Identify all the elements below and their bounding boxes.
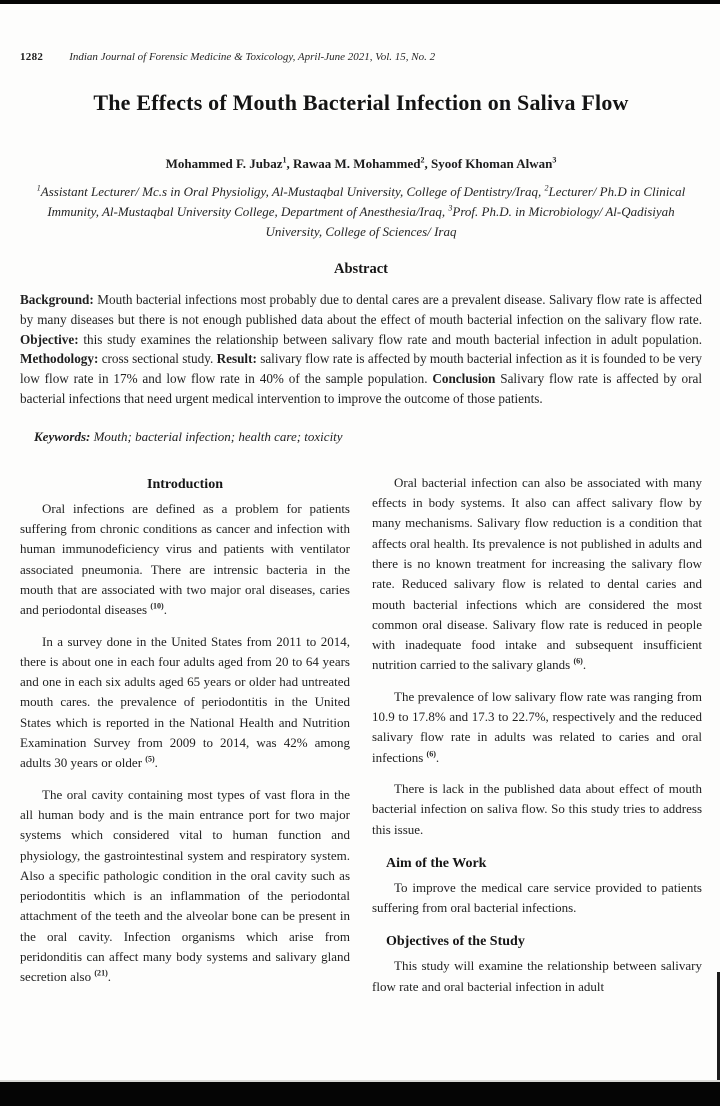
authors-line: Mohammed F. Jubaz$^1$, Rawaa M. Mohammed$^2$, Syoof Khoman Alwan$^3$ [165, 155, 557, 171]
keywords-line: Keywords: Mouth; bacterial infection; health care; toxicity [34, 428, 343, 444]
right-column [372, 473, 702, 1008]
affiliations: $^1$Assistant Lecturer/ Mc.s in Oral Physioligy, Al-Mustaqbal University, College of Dentistry/Iraq, $^2$Lecturer/ Ph.D in Clinical Immunity, Al-Mustaqbal University College, Department of Anesthesia/Iraq, $^3$Prof. Ph.D. in Microbiology/ Al-Qadisiyah University, College of Sciences/ Iraq [36, 183, 686, 239]
abstract-text: Background: Mouth bacterial infections most probably due to dental cares are a prevalent disease. Salivary flow rate is affected by many diseases but there is not enough published data about the effect of mouth bacterial infection on the salivary flow rate. Objective: this study examines the relationship between salivary flow rate and mouth bacterial infection in adult population. Methodology: cross sectional study. Result: salivary flow rate is affected by mouth bacterial infection as it is founded to be very low flow rate in 17% and low flow rate in 40% of the sample population. Conclusion Salivary flow rate is affected by oral bacterial infections that need urgent medical intervention to improve the outcome of those patients. [20, 292, 702, 406]
body-paragraph: This study will examine the relationship between salivary flow rate and oral bacterial infection in adult [372, 958, 702, 994]
paper-page [0, 50, 720, 1008]
body-paragraph: There is lack in the published data about effect of mouth bacterial infection on saliva flow. So this study tries to address this issue. [372, 780, 702, 837]
body-paragraph: The oral cavity containing most types of vast flora in the all human body and is the main entrance port for two major systems which considered vital to human function and physiology, the gastrointestinal system and respiratory system. Also a specific pathologic condition in the oral cavity such as periodontitis which is an inflammation of the periodontal attachment of the teeth and the alveolar bone can be present in the oral cavity. Infection organisms which arise from peridonditis can affect many body systems and salivary gland secretion also $^{(21)}$. [20, 786, 350, 985]
journal-title-line: Indian Journal of Forensic Medicine & Toxicology, April-June 2021, Vol. 15, No. 2 [69, 51, 436, 63]
body-paragraph: In a survey done in the United States from 2011 to 2014, there is about one in each four adults aged from 20 to 64 years and one in each six adults aged 65 years or older had untreated mouth cares. the prevalence of periodontitis in the United States which is reported in the National Health and Nutrition Examination Survey from 2009 to 2014, was 42% among adults 30 years or older $^{(5)}$. [20, 633, 350, 771]
body-paragraph: The prevalence of low salivary flow rate was ranging from 10.9 to 17.8% and 17.3 to 22.7%, respectively and the reduced salivary flow rate in adults was related to caries and oral infections $^{(6)}$. [372, 688, 702, 765]
page-number: 1282 [20, 51, 44, 63]
journal-header [20, 50, 702, 65]
left-column [20, 473, 350, 1008]
body-paragraph: To improve the medical care service provided to patients suffering from oral bacterial infections. [372, 879, 702, 916]
two-column-body [20, 473, 702, 1008]
screen-top-bar [0, 0, 720, 4]
abstract-heading: Abstract [334, 261, 388, 277]
screen-bottom-bar [0, 1080, 720, 1106]
section-heading: Introduction [147, 476, 223, 492]
section-heading: Objectives of the Study [386, 934, 525, 950]
body-paragraph: Oral infections are defined as a problem for patients suffering from chronic conditions as cancer and infection with human immunodeficiency virus and patients with ventilator associated pneumonia. There are intrensic bacteria in the mouth that are associated with two major oral diseases, caries and periodontal diseases $^{(10)}$. [20, 500, 350, 618]
paper-title: The Effects of Mouth Bacterial Infection on Saliva Flow [93, 90, 629, 115]
section-heading: Aim of the Work [386, 855, 487, 871]
body-paragraph: Oral bacterial infection can also be associated with many effects in body systems. It also can affect salivary flow by many mechanisms. Salivary flow reduction is a condition that affects oral health. Its prevalence is not published in adults and there is no known treatment for increasing the salivary flow rate. Reduced salivary flow is related to dental caries and mouth bacterial infections which are considered the most common oral disease. Salivary flow rate is reduced in people with inadequate food intake and subsequent insufficient nutrition carried to the salivary glands $^{(6)}$. [372, 474, 702, 673]
